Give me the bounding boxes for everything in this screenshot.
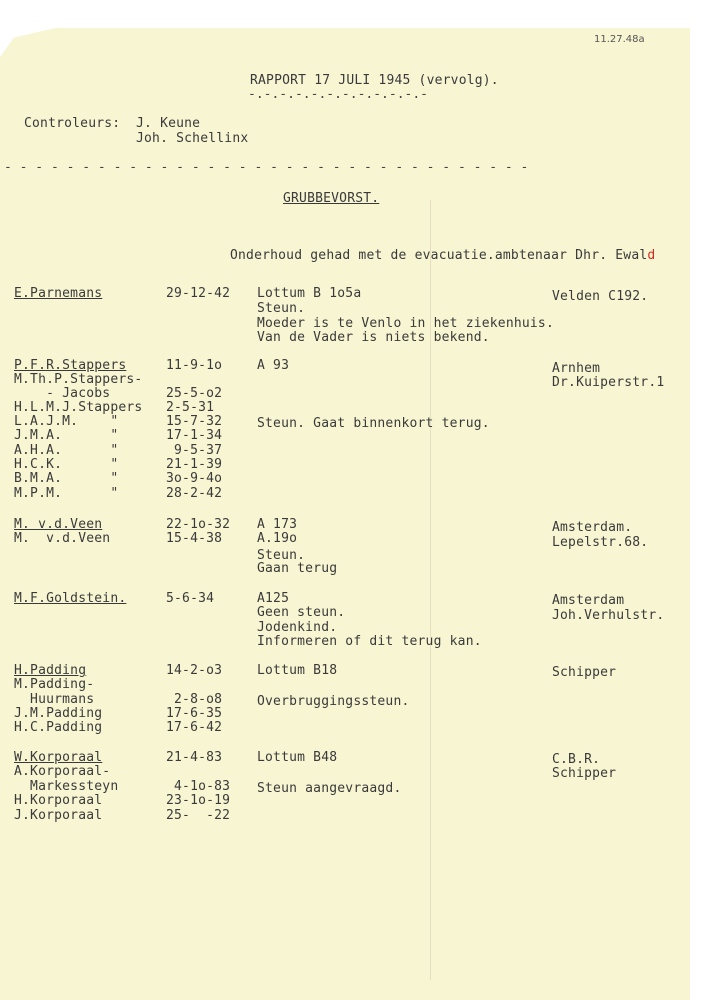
- entry-note: Steun. Gaat binnenkort terug.: [257, 416, 490, 431]
- entry-birthdate: 17-6-42: [166, 720, 223, 735]
- entry-address: Schipper: [552, 665, 617, 680]
- entry-note: Steun aangevraagd.: [257, 781, 402, 796]
- entry-address: Amsterdam: [552, 593, 625, 608]
- entry-birthdate: 15-4-38: [166, 531, 223, 546]
- entry-birthdate: 17-6-35: [166, 706, 223, 721]
- intro-text-end: d: [647, 248, 656, 263]
- entry-birthdate: 4-1o-83: [166, 779, 231, 794]
- report-title: RAPPORT 17 JULI 1945 (vervolg).: [250, 73, 499, 88]
- entry-birthdate: 3o-9-4o: [166, 471, 223, 486]
- entry-address: Lepelstr.68.: [552, 535, 649, 550]
- reference-number: 11.27.48a: [594, 34, 645, 45]
- entry-birthdate: 2-5-31: [166, 400, 215, 415]
- entry-note: Lottum B48: [257, 750, 338, 765]
- entry-note: A 173: [257, 517, 298, 532]
- entry-name: J.M.A. ": [14, 428, 119, 443]
- entry-birthdate: 25-5-o2: [166, 386, 223, 401]
- entry-address: Schipper: [552, 766, 617, 781]
- entry-name: H.Padding: [14, 663, 87, 678]
- controller-name-1: J. Keune: [136, 116, 201, 131]
- entry-note: A.19o: [257, 531, 298, 546]
- entry-note: Overbruggingssteun.: [257, 694, 410, 709]
- entry-name: M.Padding-: [14, 677, 95, 692]
- entry-note: Jodenkind.: [257, 620, 338, 635]
- controller-name-2: Joh. Schellinx: [136, 131, 249, 146]
- entry-name: P.F.R.Stappers: [14, 358, 127, 373]
- entry-name: J.M.Padding: [14, 706, 103, 721]
- entry-note: Gaan terug: [257, 561, 338, 576]
- entry-name: W.Korporaal: [14, 750, 103, 765]
- entry-birthdate: 2-8-o8: [166, 692, 223, 707]
- entry-note: Informeren of dit terug kan.: [257, 634, 482, 649]
- entry-birthdate: 28-2-42: [166, 486, 223, 501]
- entry-birthdate: 25- -22: [166, 808, 231, 823]
- entry-note: A125: [257, 591, 290, 606]
- entry-birthdate: 21-4-83: [166, 750, 223, 765]
- entry-name: E.Parnemans: [14, 286, 103, 301]
- entry-birthdate: 5-6-34: [166, 591, 215, 606]
- entry-birthdate: 15-7-32: [166, 414, 223, 429]
- section-heading: GRUBBEVORST.: [283, 191, 380, 206]
- entry-note: Steun.: [257, 548, 306, 563]
- entry-name: M.Th.P.Stappers-: [14, 372, 143, 387]
- entry-name: A.H.A. ": [14, 443, 119, 458]
- entry-name: M.P.M. ": [14, 486, 119, 501]
- entry-address: C.B.R.: [552, 752, 601, 767]
- entry-name: Markessteyn: [14, 779, 119, 794]
- entry-name: H.C.K. ": [14, 457, 119, 472]
- entry-birthdate: 14-2-o3: [166, 663, 223, 678]
- entry-note: Moeder is te Venlo in het ziekenhuis.: [257, 316, 554, 331]
- entry-name: M.F.Goldstein.: [14, 591, 127, 606]
- entry-birthdate: 22-1o-32: [166, 517, 231, 532]
- entry-birthdate: 17-1-34: [166, 428, 223, 443]
- entry-birthdate: 21-1-39: [166, 457, 223, 472]
- intro-text: Onderhoud gehad met de evacuatie.ambtenaar Dhr. Ewal: [230, 248, 648, 263]
- entry-name: B.M.A. ": [14, 471, 119, 486]
- entry-note: Steun.: [257, 301, 306, 316]
- entry-note: Lottum B18: [257, 663, 338, 678]
- entry-note: A 93: [257, 358, 290, 373]
- entry-birthdate: 23-1o-19: [166, 793, 231, 808]
- entry-name: J.Korporaal: [14, 808, 103, 823]
- entry-name: Huurmans: [14, 692, 95, 707]
- entry-birthdate: 29-12-42: [166, 286, 231, 301]
- entry-birthdate: 9-5-37: [166, 443, 223, 458]
- entry-address: Joh.Verhulstr.: [552, 608, 665, 623]
- entry-note: Lottum B 1o5a: [257, 286, 362, 301]
- entry-name: A.Korporaal-: [14, 764, 111, 779]
- separator-line: - - - - - - - - - - - - - - - - - - - - - - - - - - - - - - - - - -: [4, 160, 529, 175]
- entry-address: Dr.Kuiperstr.1: [552, 375, 665, 390]
- entry-address: Velden C192.: [552, 289, 649, 304]
- title-underline: -.-.-.-.-.-.-.-.-.-.-.-: [248, 87, 429, 102]
- entry-name: H.L.M.J.Stappers: [14, 400, 143, 415]
- controllers-label: Controleurs:: [24, 116, 121, 131]
- entry-address: Amsterdam.: [552, 520, 633, 535]
- entry-name: - Jacobs: [14, 386, 111, 401]
- entry-address: Arnhem: [552, 361, 601, 376]
- intro-line: [230, 248, 655, 263]
- entry-birthdate: 11-9-1o: [166, 358, 223, 373]
- entry-name: H.C.Padding: [14, 720, 103, 735]
- entry-name: H.Korporaal: [14, 793, 103, 808]
- entry-note: Geen steun.: [257, 605, 346, 620]
- entry-name: M. v.d.Veen: [14, 531, 111, 546]
- entry-note: Van de Vader is niets bekend.: [257, 330, 490, 345]
- entry-name: L.A.J.M. ": [14, 414, 119, 429]
- entry-name: M. v.d.Veen: [14, 517, 103, 532]
